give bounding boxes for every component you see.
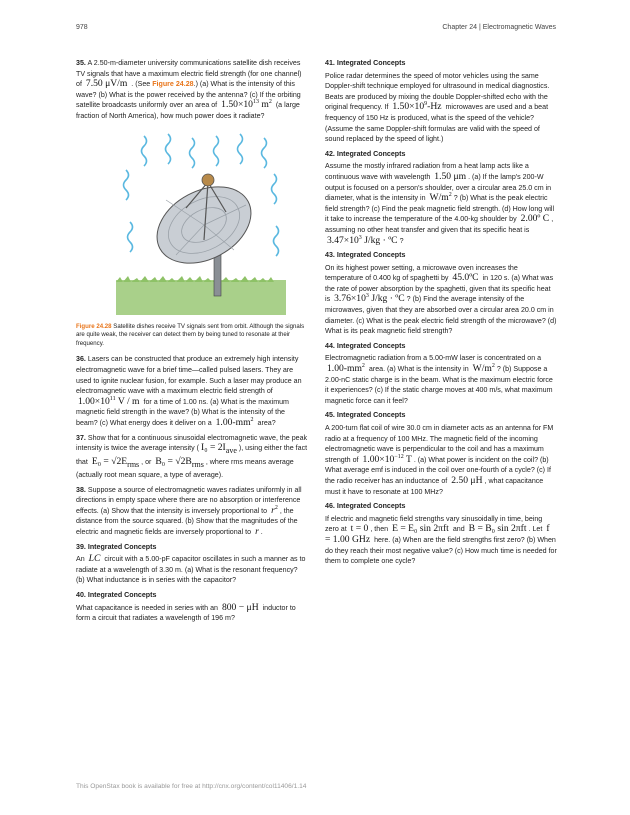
- problem-44-heading: 44. Integrated Concepts: [325, 341, 406, 350]
- problem-45: A 200-turn flat coil of wire 30.0 cm in diameter acts as an antenna for FM radio at a frequency of 100 MHz. The magnetic field of the incoming electromagnetic wave is perpendicular to the coil and has a maximum strength of $1.00\times 10^{-12}$ T . (a) What power is incident on the coil? (b) What average emf is induced in the coil over one-fourth of a cycle? (c) If the radio receiver has an inductance of 2.50 μH , what capacitance must it have to resonate at 100 MHz?: [325, 424, 554, 496]
- problem-37: 37. Show that for a continuous sinusoidal electromagnetic wave, the peak intensity is twice the average intensity ( $I_0 = 2I_{ave}$ ), using either the fact that $E_0 = √2E_{rms}$ , or $B_0 = √2B_{rms}$ , where rms means average (actually root mean square, a type of average).: [76, 433, 308, 480]
- satellite-dish-figure: [116, 130, 286, 315]
- problem-39-heading: 39. Integrated Concepts: [76, 542, 157, 551]
- problem-39: An LC circuit with a 5.00-pF capacitor oscillates in such a manner as to radiate at a wavelength of 3.30 m. (a) What is the resonant frequency? (b) What inductance is in series with the capacitor?: [76, 553, 306, 585]
- problem-38: 38. Suppose a source of electromagnetic waves radiates uniformly in all directions in empty space where there are no absorption or interference effects. (a) Show that the intensity is inversely proportional to $r^2$ , the distance from the source squared. (b) Show that the magnitudes of the electric and magnetic fields are inversely proportional to r .: [76, 485, 302, 538]
- chapter-title: Chapter 24 | Electromagnetic Waves: [442, 24, 556, 31]
- problem-40: What capacitance is needed in series with an 800 − μH inductor to form a circuit that radiates a wavelength of 196 m?: [76, 601, 296, 623]
- right-column: [325, 58, 557, 571]
- problem-42: Assume the mostly infrared radiation from a heat lamp acts like a continuous wave with wavelength 1.50 μm . (a) If the lamp's 200-W output is focused on a person's shoulder, over a circular area 25.0 cm in diameter, what is the intensity in $W/m^2$ ? (b) What is the peak electric field strength? (c) Find the peak magnetic field strength. (d) How long will it take to increase the temperature of the 4.00-kg shoulder by 2.00º C , assuming no other heat transfer and given that its specific heat is $3.47\times 10^3$ J/kg · ºC ?: [325, 162, 555, 246]
- page-footer: This OpenStax book is available for free at http://cnx.org/content/col11406/1.14: [76, 783, 307, 790]
- problem-46-heading: 46. Integrated Concepts: [325, 502, 406, 511]
- left-column: [76, 58, 308, 628]
- problem-35: 35. A 2.50-m-diameter university communications satellite dish receives TV signals that have a maximum electric field strength (for one channel) of 7.50 μV/m . (See Figure 24.28.) (a) What is the intensity of this wave? (b) What is the power received by the antenna? (c) If the orbiting satellite broadcasts uniformly over an area of $1.50\times 10^{13}$ $m^2$ (a large fraction of North America), how much power does it radiate?: [76, 59, 302, 120]
- page-number: 978: [76, 24, 88, 31]
- problem-45-heading: 45. Integrated Concepts: [325, 411, 406, 420]
- grass: [116, 280, 286, 315]
- problem-41: Police radar determines the speed of motor vehicles using the same Doppler-shift technique employed for ultrasound in medical diagnostics. Beats are produced by mixing the double Doppler-shifted echo with the original frequency. If $1.50\times 10^9-Hz$ microwaves are used and a beat frequency of 150 Hz is produced, what is the speed of the vehicle? (Assume the same Doppler-shift formulas are valid with the speed of sound replaced by the speed of light.): [325, 71, 550, 144]
- problem-42-heading: 42. Integrated Concepts: [325, 149, 406, 158]
- receiver-icon: [202, 174, 214, 186]
- figure-caption: Figure 24.28 Satellite dishes receive TV signals sent from orbit. Although the signals are quite weak, the receiver can detect them by being tuned to resonate at their frequency.: [76, 322, 305, 347]
- problem-36: 36. Lasers can be constructed that produce an extremely high intensity electromagnetic wave for a brief time—called pulsed lasers. They are used to ignite nuclear fusion, for example. Such a laser may produce an electromagnetic wave with a maximum electric field strength of $1.00\times 10^{11}$ V / m for a time of 1.00 ns. (a) What is the maximum magnetic field strength in the wave? (b) What is the intensity of the beam? (c) What energy does it deliver on a $1.00-mm^2$ area?: [76, 355, 302, 428]
- satellite-dish-illustration: [116, 130, 286, 315]
- figure-24-28-link[interactable]: Figure 24.28: [152, 80, 194, 89]
- problem-41-heading: 41. Integrated Concepts: [325, 59, 406, 67]
- problem-43: On its highest power setting, a microwave oven increases the temperature of 0.400 kg of spaghetti by 45.0ºC in 120 s. (a) What was the rate of power absorption by the spaghetti, given that its specific heat is $3.76\times 10^3$ J/kg · ºC ? (b) Find the average intensity of the microwaves, given that they are absorbed over a circular area 20.0 cm in diameter. (c) What is the peak electric field strength of the microwave? (d) What is its peak magnetic field strength?: [325, 263, 557, 336]
- problem-43-heading: 43. Integrated Concepts: [325, 251, 406, 260]
- problem-44: Electromagnetic radiation from a 5.00-mW laser is concentrated on a $1.00-mm^2$ area. (a) What is the intensity in $W/m^2$ ? (b) Suppose a 2.00-nC static charge is in the beam. What is the maximum electric force it experiences? (c) If the static charge moves at 400 m/s, what maximum magnetic force can it feel?: [325, 354, 553, 405]
- problem-46: If electric and magnetic field strengths vary sinusoidally in time, being zero at t = 0 , then E = E₀ sin 2πft and B = B₀ sin 2πft . Let f = 1.00 GHz here. (a) When are the field strengths first zero? (b) When do they reach their most negative value? (c) How much time is needed for them to complete one cycle?: [325, 514, 557, 566]
- problem-40-heading: 40. Integrated Concepts: [76, 591, 157, 600]
